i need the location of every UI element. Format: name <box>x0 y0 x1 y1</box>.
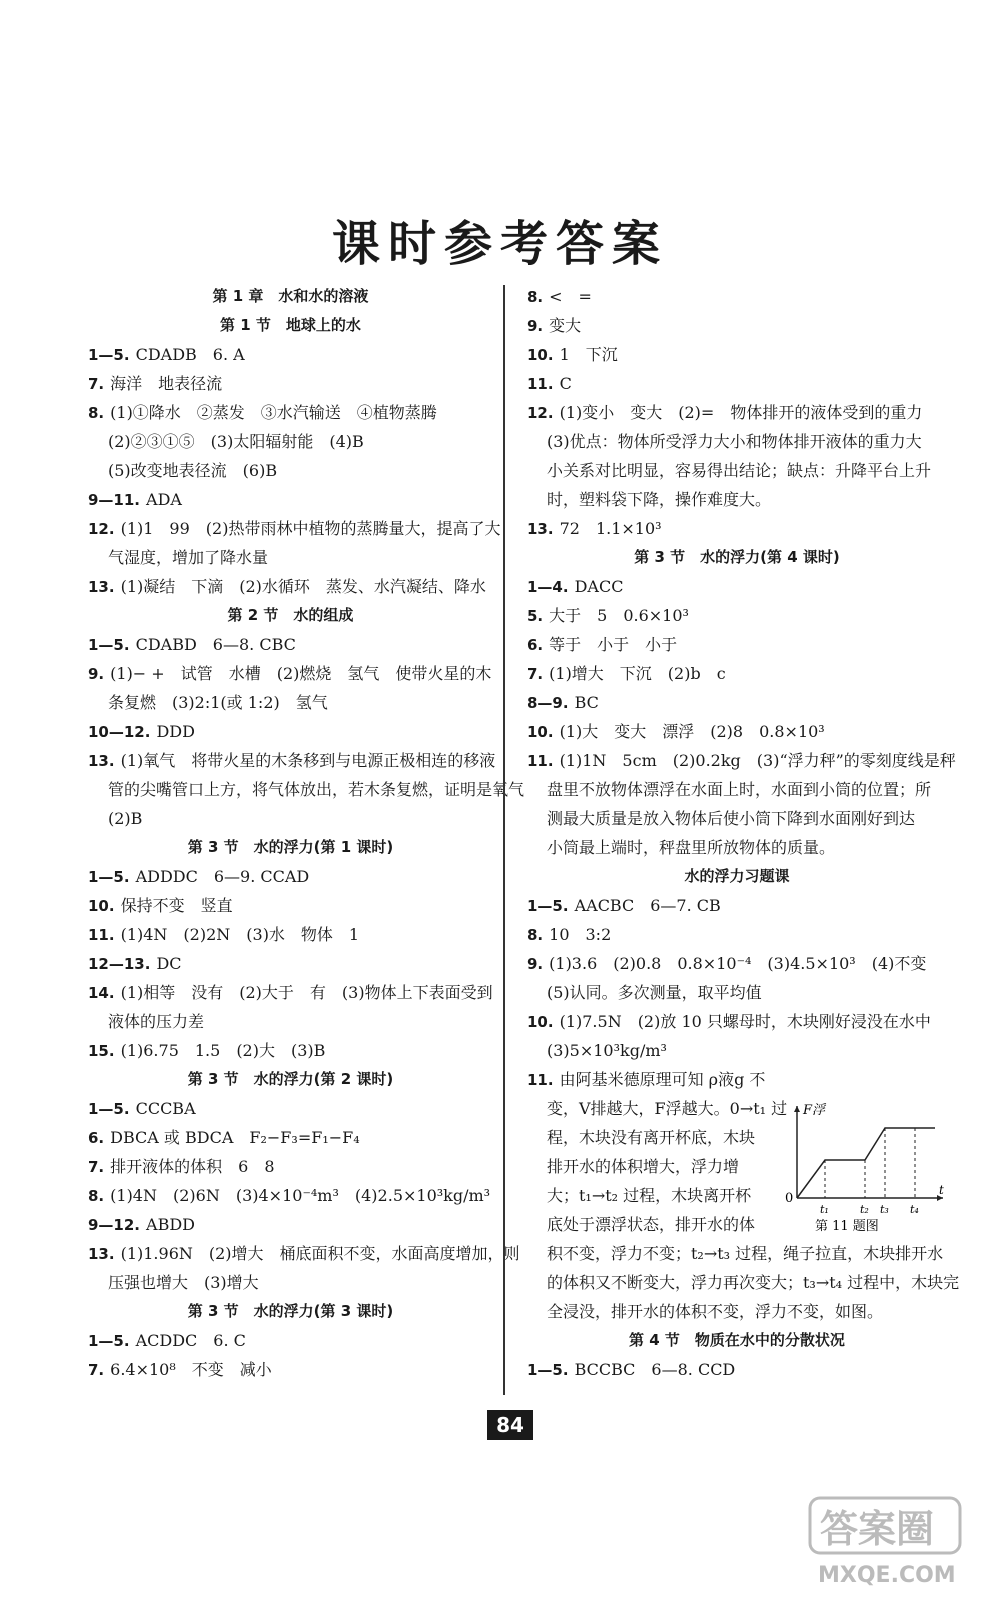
question-number: 11. <box>88 926 115 944</box>
question-number: 12. <box>527 404 554 422</box>
question-number: 14. <box>88 984 115 1002</box>
question-number: 8—9. <box>527 694 569 712</box>
answer-line <box>527 775 947 804</box>
answer-line <box>527 398 947 427</box>
answer-line <box>527 688 947 717</box>
question-number: 13. <box>88 1245 115 1263</box>
answer-line <box>88 746 496 775</box>
answer-text: ACDDC 6. C <box>135 1331 246 1350</box>
answer-text: 时，塑料袋下降，操作难度大。 <box>547 490 772 509</box>
answer-text: 液体的压力差 <box>108 1012 205 1031</box>
answer-text: CDABD 6—8. CBC <box>135 635 296 654</box>
answer-text: ADDDC 6—9. CCAD <box>135 867 310 886</box>
answer-text: BCCBC 6—8. CCD <box>574 1360 736 1379</box>
answer-text: (1)1N 5cm (2)0.2kg (3)“浮力秤”的零刻度线是秤 <box>559 751 956 770</box>
answer-line <box>527 1239 947 1268</box>
answer-text: 由阿基米德原理可知 ρ液g 不 <box>559 1070 766 1089</box>
graph-caption: 第 11 题图 <box>815 1219 879 1234</box>
answer-text: (1)增大 下沉 (2)b c <box>549 664 726 683</box>
section-heading <box>88 601 493 630</box>
question-number: 13. <box>527 520 554 538</box>
answer-text: 第 3 节 水的浮力(第 1 课时) <box>187 838 394 856</box>
page-title: 课时参考答案 <box>331 216 668 272</box>
answer-text: DC <box>156 954 182 973</box>
answer-text: CDADB 6. A <box>135 345 245 364</box>
answer-line <box>88 862 493 891</box>
graph-t-axis-label: t <box>939 1183 944 1197</box>
answer-text: 程，木块没有离开杯底，木块 <box>547 1128 756 1147</box>
answer-text: 保持不变 竖直 <box>120 896 233 915</box>
question-number: 9—11. <box>88 491 141 509</box>
question-number: 1—5. <box>88 1100 130 1118</box>
answer-text: 管的尖嘴管口上方，将气体放出，若木条复燃，证明是氧气 <box>108 780 525 799</box>
question-number: 10. <box>527 1013 554 1031</box>
answer-text: 第 3 节 水的浮力(第 2 课时) <box>187 1070 394 1088</box>
section-heading <box>88 282 493 311</box>
answer-text: 第 3 节 水的浮力(第 4 课时) <box>634 548 840 566</box>
answer-text: 变大 <box>549 316 582 335</box>
graph-f-arrow <box>794 1106 800 1112</box>
question-number: 1—5. <box>88 1332 130 1350</box>
answer-line <box>88 1007 493 1036</box>
answer-line <box>88 1094 493 1123</box>
answer-text: 的体积又不断变大，浮力再次变大；t₃→t₄ 过程中，木块完 <box>547 1273 960 1292</box>
question-number: 6. <box>88 1129 105 1147</box>
answer-line <box>527 949 947 978</box>
answer-line <box>527 369 947 398</box>
answer-line <box>527 746 956 775</box>
question-number: 1—5. <box>88 868 130 886</box>
question-number: 9—12. <box>88 1216 141 1234</box>
answer-text: 排开液体的体积 6 8 <box>110 1157 275 1176</box>
buoyancy-graph <box>775 1098 950 1233</box>
answer-text: 盘里不放物体漂浮在水面上时，水面到小筒的位置；所 <box>547 780 932 799</box>
answer-text: 10 3:2 <box>549 925 612 944</box>
section-heading <box>527 1326 947 1355</box>
graph-origin: 0 <box>785 1191 794 1206</box>
answer-text: 小筒最上端时，秤盘里所放物体的质量。 <box>547 838 836 857</box>
answer-line <box>88 1326 493 1355</box>
question-11-block <box>527 1065 788 1239</box>
column-divider <box>503 285 505 1395</box>
answer-text: (5)认同。多次测量，取平均值 <box>547 983 762 1002</box>
question-number: 12—13. <box>88 955 151 973</box>
answer-text: 水的浮力习题课 <box>684 867 790 885</box>
answer-line <box>527 1181 762 1210</box>
answer-line <box>527 456 947 485</box>
answer-line <box>527 659 947 688</box>
answer-text: 72 1.1×10³ <box>559 519 662 538</box>
graph-t4-label: t₄ <box>910 1203 919 1216</box>
question-number: 11. <box>527 752 554 770</box>
question-number: 10. <box>527 346 554 364</box>
answer-text: (3)5×10³kg/m³ <box>547 1041 667 1060</box>
answer-line <box>88 514 501 543</box>
question-number: 15. <box>88 1042 115 1060</box>
answer-line <box>88 456 493 485</box>
answer-text: < = <box>549 287 592 306</box>
answer-line <box>527 920 947 949</box>
question-number: 8. <box>527 288 544 306</box>
answer-text: ABDD <box>146 1215 195 1234</box>
answer-text: BC <box>574 693 599 712</box>
answer-line <box>88 1210 493 1239</box>
answer-line <box>88 1123 493 1152</box>
question-number: 11. <box>527 1071 554 1089</box>
answer-text: (1)4N (2)2N (3)水 物体 1 <box>120 925 360 944</box>
answer-line <box>527 630 947 659</box>
answer-line <box>88 1355 493 1384</box>
answer-text: (2)B <box>108 809 143 828</box>
answer-line <box>527 1065 766 1094</box>
answer-text: 等于 小于 小于 <box>549 635 678 654</box>
section-heading <box>88 1065 493 1094</box>
answer-text: (3)优点：物体所受浮力大小和物体排开液体的重力大 <box>547 432 922 451</box>
answer-text: 大于 5 0.6×10³ <box>549 606 689 625</box>
section-heading <box>88 311 493 340</box>
answer-text: 第 4 节 物质在水中的分散状况 <box>629 1331 845 1349</box>
answer-text: 海洋 地表径流 <box>110 374 223 393</box>
question-number: 9. <box>527 317 544 335</box>
question-number: 13. <box>88 578 115 596</box>
answer-text: (1)4N (2)6N (3)4×10⁻⁴m³ (4)2.5×10³kg/m³ <box>110 1186 491 1205</box>
section-heading <box>88 1297 493 1326</box>
graph-t1-label: t₁ <box>820 1203 829 1216</box>
question-number: 5. <box>527 607 544 625</box>
question-number: 7. <box>88 1158 105 1176</box>
left-column <box>88 282 525 1384</box>
answer-line <box>527 978 947 1007</box>
answer-text: (1)氧气 将带火星的木条移到与电源正极相连的移液 <box>120 751 496 770</box>
answer-text: 压强也增大 (3)增大 <box>108 1273 259 1292</box>
answer-text: DACC <box>574 577 624 596</box>
answer-line <box>88 1239 520 1268</box>
answer-line <box>527 804 947 833</box>
answer-text: 气湿度，增加了降水量 <box>108 548 269 567</box>
question-number: 10. <box>527 723 554 741</box>
answer-line <box>527 572 947 601</box>
answer-line <box>88 920 493 949</box>
answer-line <box>88 398 493 427</box>
question-number: 1—5. <box>88 346 130 364</box>
answer-line <box>88 775 525 804</box>
answer-line <box>88 572 493 601</box>
answer-line <box>88 1268 493 1297</box>
watermark-logo <box>808 1490 978 1590</box>
answer-line <box>88 485 493 514</box>
answer-line <box>88 688 493 717</box>
answer-line <box>527 514 947 543</box>
answer-text: ADA <box>146 490 182 509</box>
answer-line <box>527 311 947 340</box>
answer-text: 第 3 节 水的浮力(第 3 课时) <box>187 1302 394 1320</box>
answer-text: CCCBA <box>135 1099 196 1118</box>
answer-line <box>88 804 493 833</box>
section-heading <box>527 543 947 572</box>
answer-text: (1)相等 没有 (2)大于 有 (3)物体上下表面受到 <box>120 983 493 1002</box>
answer-text: 变，V排越大，F浮越大。0→t₁ 过 <box>547 1099 788 1118</box>
question-number: 10. <box>88 897 115 915</box>
answer-text: (1)凝结 下滴 (2)水循环 蒸发、水汽凝结、降水 <box>120 577 486 596</box>
answer-text: (5)改变地表径流 (6)B <box>108 461 278 480</box>
question-number: 7. <box>88 1361 105 1379</box>
question-number: 8. <box>527 926 544 944</box>
answer-text: (1)7.5N (2)放 10 只螺母时，木块刚好浸没在水中 <box>559 1012 931 1031</box>
answer-line <box>527 340 947 369</box>
question-number: 13. <box>88 752 115 770</box>
answer-line <box>527 485 947 514</box>
answer-line <box>527 601 947 630</box>
answer-line <box>527 1268 960 1297</box>
answer-line <box>527 891 947 920</box>
answer-text: AACBC 6—7. CB <box>574 896 721 915</box>
question-number: 9. <box>88 665 105 683</box>
answer-line <box>88 891 493 920</box>
question-number: 1—4. <box>527 578 569 596</box>
answer-line <box>527 1036 947 1065</box>
answer-line <box>88 340 493 369</box>
answer-line <box>88 630 493 659</box>
graph-t2-label: t₂ <box>860 1203 869 1216</box>
answer-text: DDD <box>156 722 195 741</box>
answer-line <box>527 427 947 456</box>
answer-text: (1)6.75 1.5 (2)大 (3)B <box>120 1041 326 1060</box>
answer-line <box>88 1152 493 1181</box>
logo-text: 答案圈 <box>820 1507 935 1551</box>
answer-line <box>88 978 493 1007</box>
question-number: 7. <box>527 665 544 683</box>
answer-line <box>527 833 947 862</box>
answer-text: 6.4×10⁸ 不变 减小 <box>110 1360 272 1379</box>
question-number: 10—12. <box>88 723 151 741</box>
section-heading <box>88 833 493 862</box>
question-number: 12. <box>88 520 115 538</box>
answer-text: (1)大 变大 漂浮 (2)8 0.8×10³ <box>559 722 825 741</box>
graph-curve <box>797 1128 935 1198</box>
section-heading <box>527 862 947 891</box>
answer-line <box>527 1355 947 1384</box>
question-number: 9. <box>527 955 544 973</box>
answer-line <box>88 949 493 978</box>
answer-line <box>527 1094 788 1123</box>
answer-text: 测最大质量是放入物体后使小筒下降到水面刚好到达 <box>547 809 916 828</box>
logo-url: MXQE.COM <box>818 1563 956 1588</box>
graph-y-label: F浮 <box>803 1103 826 1118</box>
answer-text: (1)− + 试管 水槽 (2)燃烧 氢气 使带火星的木 <box>110 664 492 683</box>
answer-text: 第 1 章 水和水的溶液 <box>212 287 369 305</box>
answer-line <box>88 1036 493 1065</box>
answer-text: DBCA 或 BDCA F₂−F₃=F₁−F₄ <box>110 1128 360 1147</box>
graph-t3-label: t₃ <box>880 1203 889 1216</box>
answer-line <box>88 543 493 572</box>
answer-text: (1)变小 变大 (2)= 物体排开的液体受到的重力 <box>559 403 923 422</box>
answer-text: (1)1.96N (2)增大 桶底面积不变，水面高度增加，则 <box>120 1244 520 1263</box>
answer-text: 排开水的体积增大，浮力增 <box>547 1157 740 1176</box>
answer-line <box>88 369 493 398</box>
answer-text: C <box>559 374 572 393</box>
answer-line <box>88 659 493 688</box>
answer-line <box>527 1297 947 1326</box>
answer-line <box>527 282 947 311</box>
answer-text: 条复燃 (3)2:1(或 1:2) 氢气 <box>108 693 328 712</box>
answer-line <box>527 1007 947 1036</box>
question-number: 11. <box>527 375 554 393</box>
answer-line <box>88 717 493 746</box>
answer-text: 大；t₁→t₂ 过程，木块离开杯 <box>547 1186 752 1205</box>
answer-text: (1)①降水 ②蒸发 ③水汽输送 ④植物蒸腾 <box>110 403 437 422</box>
answer-text: 底处于漂浮状态，排开水的体 <box>547 1215 756 1234</box>
answer-text: 积不变，浮力不变；t₂→t₃ 过程，绳子拉直，木块排开水 <box>547 1244 944 1263</box>
answer-line <box>527 1123 762 1152</box>
answer-text: (1)1 99 (2)热带雨林中植物的蒸腾量大，提高了大 <box>120 519 501 538</box>
answer-line <box>527 717 947 746</box>
question-number: 7. <box>88 375 105 393</box>
question-number: 8. <box>88 1187 105 1205</box>
question-number: 1—5. <box>527 897 569 915</box>
answer-text: 第 1 节 地球上的水 <box>220 316 361 334</box>
answer-line <box>88 1181 493 1210</box>
question-number: 1—5. <box>527 1361 569 1379</box>
question-number: 6. <box>527 636 544 654</box>
question-number: 8. <box>88 404 105 422</box>
answer-line <box>527 1152 762 1181</box>
answer-text: (2)②③①⑤ (3)太阳辐射能 (4)B <box>108 432 364 451</box>
page-number: 84 <box>487 1410 533 1440</box>
answer-line <box>88 427 493 456</box>
answer-line <box>527 1210 762 1239</box>
answer-text: 1 下沉 <box>559 345 618 364</box>
answer-text: (1)3.6 (2)0.8 0.8×10⁻⁴ (3)4.5×10³ (4)不变 <box>549 954 927 973</box>
question-number: 1—5. <box>88 636 130 654</box>
answer-text: 第 2 节 水的组成 <box>227 606 354 624</box>
answer-text: 小关系对比明显，容易得出结论；缺点：升降平台上升 <box>547 461 932 480</box>
answer-text: 全浸没，排开水的体积不变，浮力不变，如图。 <box>547 1302 884 1321</box>
